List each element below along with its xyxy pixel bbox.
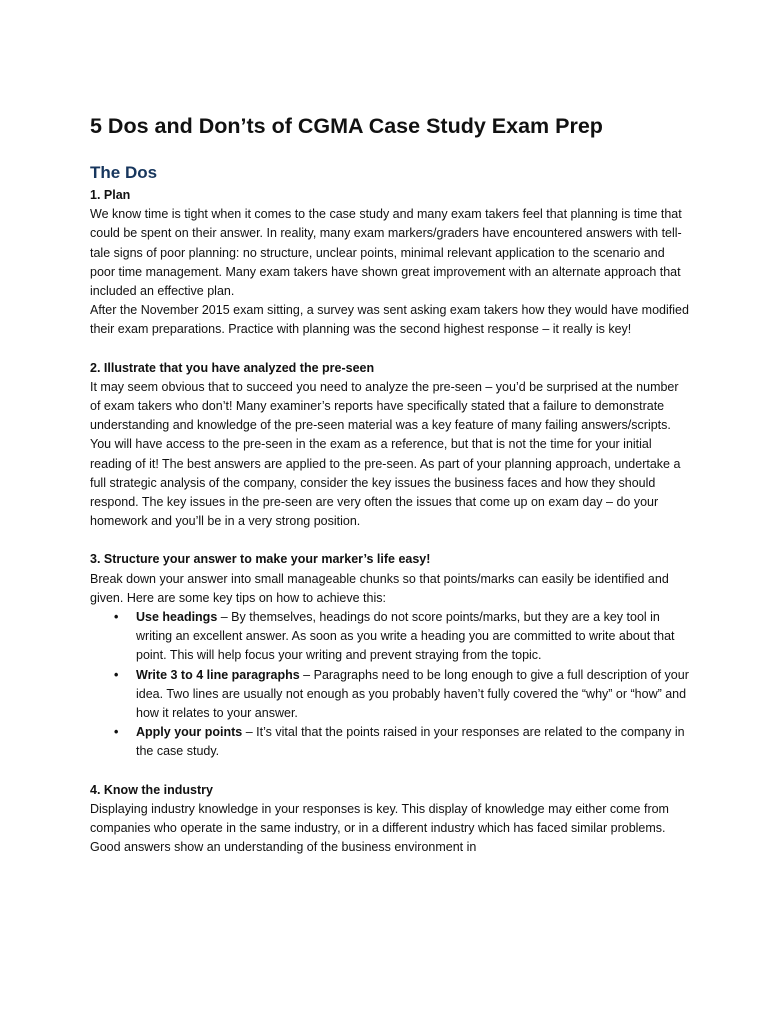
- paragraph: Displaying industry knowledge in your responses is key. This display of knowledge may either come from companies who operate in the same industry, or in a different industry which has faced similar problems. Good answers show an understanding of the business environment in: [90, 801, 669, 855]
- paragraph: After the November 2015 exam sitting, a survey was sent asking exam takers how they would have modified their exam preparations. Practice with planning was the second highest response – it really is key!: [90, 303, 689, 337]
- section-structure: [90, 550, 690, 761]
- list-item: [90, 608, 690, 666]
- section-heading: 2. Illustrate that you have analyzed the pre-seen: [90, 360, 375, 375]
- list-item-lead: Write 3 to 4 line paragraphs: [136, 667, 300, 682]
- section-industry: [90, 781, 690, 858]
- tips-list: [90, 608, 690, 762]
- document-title: 5 Dos and Don’ts of CGMA Case Study Exam Prep: [90, 114, 603, 138]
- paragraph: We know time is tight when it comes to the case study and many exam takers feel that planning is time that could be spent on their answer. In reality, many exam markers/graders have encountered answers with tell-tale signs of poor planning: no structure, unclear points, minimal relevant application to the scenario and poor time management. Many exam takers have shown great improvement with an alternate approach that included an effective plan.: [90, 207, 682, 299]
- list-item-lead: Apply your points: [136, 725, 243, 740]
- list-item: [90, 723, 690, 761]
- paragraph: Break down your answer into small manageable chunks so that points/marks can easily be identified and given. Here are some key tips on how to achieve this:: [90, 571, 669, 605]
- section-pre-seen: [90, 359, 690, 532]
- list-item-text: – It’s vital that the points raised in your responses are related to the company in the case study.: [136, 725, 685, 759]
- section-subtitle: The Dos: [90, 163, 158, 182]
- bullet-icon: •: [114, 610, 119, 625]
- bullet-icon: •: [114, 667, 119, 682]
- list-item-text: – Paragraphs need to be long enough to give a full description of your idea. Two lines are usually not enough as you probably haven’t fully covered the “why” or “how” and how it relates to your answer.: [136, 667, 689, 721]
- paragraph: It may seem obvious that to succeed you need to analyze the pre-seen – you’d be surprised at the number of exam takers who don’t! Many examiner’s reports have specifically stated that a failure to demonstrate understanding and knowledge of the pre-seen material was a key feature of many failing answers/scripts. You will have access to the pre-seen in the exam as a reference, but that is not the time for your initial reading of it! The best answers are applied to the pre-seen. As part of your planning approach, undertake a full strategic analysis of the company, consider the key issues the business faces and how they should respond. The key issues in the pre-seen are very often the issues that come up on exam day – do your homework and you’ll be in a very strong position.: [90, 379, 681, 529]
- document-content: [90, 112, 690, 877]
- section-plan: [90, 186, 690, 340]
- section-heading: 1. Plan: [90, 188, 131, 202]
- section-heading: 3. Structure your answer to make your marker’s life easy!: [90, 552, 431, 567]
- list-item-lead: Use headings: [136, 610, 218, 625]
- list-item-text: – By themselves, headings do not score points/marks, but they are a key tool in writing an excellent answer. As soon as you write a heading you are committed to write about that point. This will help focus your writing and prevent straying from the topic.: [136, 610, 675, 663]
- section-heading: 4. Know the industry: [90, 782, 213, 797]
- list-item: [90, 666, 690, 724]
- bullet-icon: •: [114, 725, 119, 740]
